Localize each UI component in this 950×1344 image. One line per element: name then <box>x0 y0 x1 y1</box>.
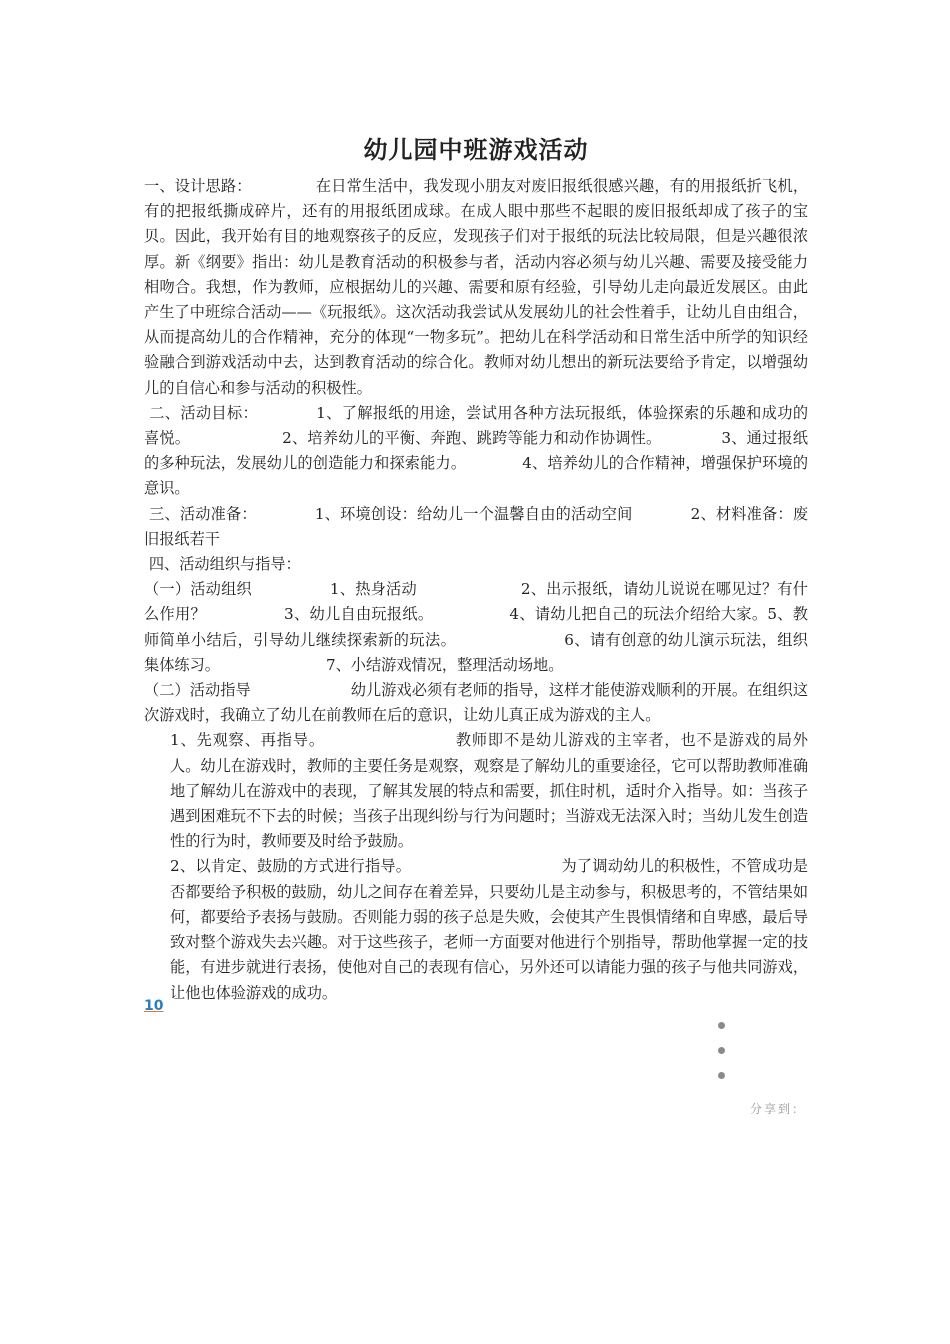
goal-item: 1、了解报纸的用途，尝试用各种方法玩报纸，体验探索的乐趣和成功的喜悦。 <box>144 403 809 448</box>
point-heading: 1、先观察、再指导。 <box>170 731 325 750</box>
step-item: 3、幼儿自由玩报纸。 <box>283 605 434 624</box>
section-heading: 二、活动目标： <box>149 403 259 422</box>
section-text: 幼儿游戏必须有老师的指导，这样才能使游戏顺利的开展。在组织这次游戏时，我确立了幼儿在前教师在后的意识，让幼儿真正成为游戏的主人。 <box>144 681 809 725</box>
section-text: 为了调动幼儿的积极性，不管成功是否都要给予积极的鼓励，幼儿之间存在着差异，只要幼儿是主动参与，积极思考的，不管结果如何，都要给予表扬与鼓励。否则能力弱的孩子总是失败，会使其产生畏惧情绪和自卑感，最后导致对整个游戏失去兴趣。对于这些孩子，老师一方面要对他进行个别指导，帮助他掌握一定的技能，有进步就进行表扬，使他对自己的表现有信心，另外还可以请能力强的孩子与他共同游戏，让他也体验游戏的成功。 <box>170 857 808 1002</box>
section-activity-organization <box>144 577 808 678</box>
point-heading: 2、以肯定、鼓励的方式进行指导。 <box>170 857 412 876</box>
section-observe-first <box>144 728 808 854</box>
step-item: 7、小结游戏情况，整理活动场地。 <box>325 655 564 674</box>
share-list <box>718 1022 725 1097</box>
goal-item: 2、培养幼儿的平衡、奔跑、跳跨等能力和动作协调性。 <box>282 429 662 448</box>
section-goals <box>144 401 808 502</box>
document-body <box>144 174 808 1006</box>
section-encourage <box>144 854 808 1005</box>
bullet-icon <box>718 1072 725 1079</box>
step-item: 4、请幼儿把自己的玩法介绍给大家。 <box>509 605 768 624</box>
step-item: 5、教师简单小结后，引导幼儿继续探索新的玩法。 <box>144 605 808 649</box>
step-item: 1、热身活动 <box>329 580 417 599</box>
section-design-rationale <box>144 174 808 401</box>
step-item: 6、请有创意的幼儿演示玩法，组织集体练习。 <box>144 630 808 674</box>
page-number-link[interactable]: 10 <box>144 998 164 1014</box>
goal-item: 4、培养幼儿的合作精神，增强保护环境的意识。 <box>144 454 809 498</box>
section-preparation <box>144 502 808 552</box>
share-label: 分享到： <box>750 1102 807 1116</box>
section-organization-heading <box>144 552 808 577</box>
subsection-heading: （一）活动组织 <box>144 580 252 599</box>
goal-item: 3、通过报纸的多种玩法，发展幼儿的创造能力和探索能力。 <box>144 429 808 473</box>
bullet-icon <box>718 1047 725 1054</box>
document-title: 幼儿园中班游戏活动 <box>363 136 589 164</box>
prep-item: 1、环境创设：给幼儿一个温馨自由的活动空间 <box>314 504 633 523</box>
section-heading: 一、设计思路： <box>144 177 252 195</box>
section-text: 在日常生活中，我发现小朋友对废旧报纸很感兴趣，有的用报纸折飞机，有的把报纸撕成碎片，还有的用报纸团成球。在成人眼中那些不起眼的废旧报纸却成了孩子的宝贝。因此，我开始有目的地观察孩子的反应，发现孩子们对于报纸的玩法比较局限，但是兴趣很浓厚。新《纲要》指出：幼儿是教育活动的积极参与者，活动内容必须与幼儿兴趣、需要及接受能力相吻合。我想，作为教师，应根据幼儿的兴趣、需要和原有经验，引导幼儿走向最近发展区。由此产生了中班综合活动——《玩报纸》。这次活动我尝试从发展幼儿的社会性着手，让幼儿自由组合，从而提高幼儿的合作精神，充分的体现“一物多玩”。把幼儿在科学活动和日常生活中所学的知识经验融合到游戏活动中去，达到教育活动的综合化。教师对幼儿想出的新玩法要给予肯定，以增强幼儿的自信心和参与活动的积极性。 <box>144 177 809 397</box>
bullet-icon <box>718 1022 725 1029</box>
subsection-heading: （二）活动指导 <box>144 681 251 700</box>
section-heading: 四、活动组织与指导： <box>148 555 301 574</box>
section-activity-guidance <box>144 678 808 728</box>
step-item: 2、出示报纸，请幼儿说说在哪见过？有什么作用？ <box>144 580 808 624</box>
section-text: 教师即不是幼儿游戏的主宰者，也不是游戏的局外人。幼儿在游戏时，教师的主要任务是观察，观察是了解幼儿的重要途径，它可以帮助教师准确地了解幼儿在游戏中的表现，了解其发展的特点和需要，抓住时机，适时介入指导。如：当孩子遇到困难玩不下去的时候；当孩子出现纠纷与行为问题时；当游戏无法深入时；当幼儿发生创造性的行为时，教师要及时给予鼓励。 <box>170 731 808 851</box>
prep-item: 2、材料准备：废旧报纸若干 <box>144 504 809 548</box>
section-heading: 三、活动准备： <box>149 504 257 523</box>
